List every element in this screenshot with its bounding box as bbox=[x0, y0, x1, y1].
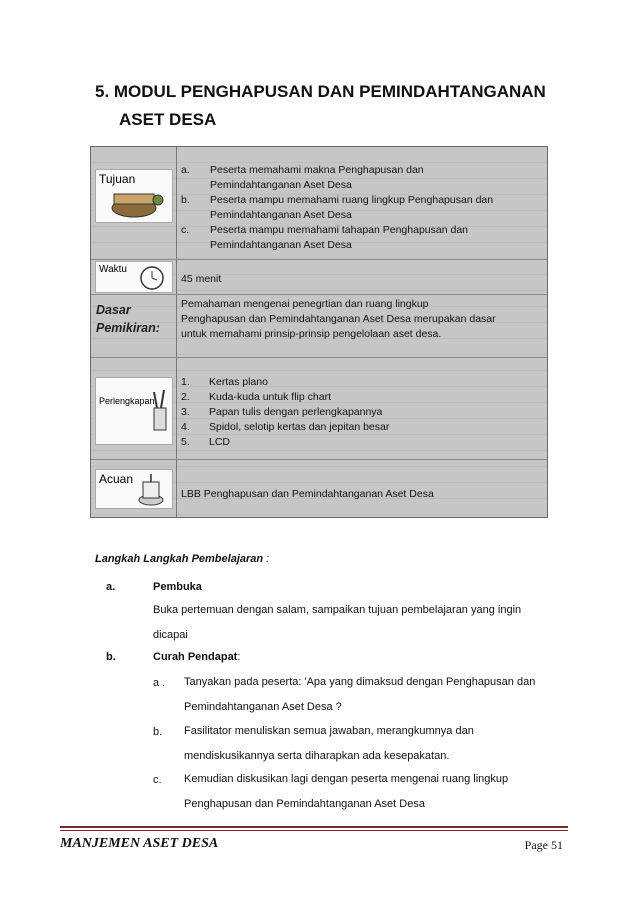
column-divider bbox=[176, 147, 177, 517]
sub-item-marker: b. bbox=[153, 726, 163, 738]
acuan-icon bbox=[95, 469, 173, 509]
sub-item-marker: c. bbox=[153, 774, 162, 786]
module-info-table bbox=[90, 146, 548, 518]
list-item: 5. LCD bbox=[181, 436, 231, 448]
perlengkapan-list bbox=[181, 375, 389, 450]
list-item: 3. Papan tulis dengan perlengkapannya bbox=[181, 406, 383, 418]
tujuan-icon bbox=[95, 169, 173, 223]
list-item: 2. Kuda-kuda untuk flip chart bbox=[181, 391, 331, 403]
tujuan-list bbox=[181, 163, 493, 253]
row-divider bbox=[91, 357, 547, 358]
perlengkapan-icon bbox=[95, 377, 173, 445]
acuan-label: Acuan bbox=[99, 472, 134, 486]
sub-item-marker: a . bbox=[153, 677, 166, 689]
step-a-title: Pembuka bbox=[153, 581, 202, 593]
step-a-text: Buka pertemuan dengan salam, sampaikan tujuan pembelajaran yang ingin dicapai bbox=[153, 604, 522, 641]
perlengkapan-label: Perlengkapan bbox=[99, 396, 155, 406]
list-item: 4. Spidol, selotip kertas dan jepitan besar bbox=[181, 421, 390, 433]
dasar-text: Pemahaman mengenai penegrtian dan ruang lingkup Penghapusan dan Pemindahtanganan Aset Desa merupakan dasar untuk memahami prinsip-prinsip pengelolaan aset desa. bbox=[181, 298, 496, 340]
row-divider bbox=[91, 259, 547, 260]
row-divider bbox=[91, 459, 547, 460]
waktu-icon bbox=[95, 261, 173, 293]
section-heading-cont: ASET DESA bbox=[119, 110, 217, 129]
section-heading: 5. MODUL PENGHAPUSAN DAN PEMINDAHTANGANAN bbox=[95, 82, 546, 101]
tujuan-label: Tujuan bbox=[99, 172, 136, 186]
step-b-letter: b. bbox=[106, 651, 116, 663]
steps-title: Langkah Langkah Pembelajaran : bbox=[95, 553, 270, 565]
list-item: a. Peserta memahami makna Penghapusan dan Pemindahtanganan Aset Desa bbox=[181, 164, 424, 191]
list-item: c. Peserta mampu memahami tahapan Penghapusan dan Pemindahtanganan Aset Desa bbox=[181, 224, 468, 251]
waktu-label: Waktu bbox=[99, 264, 127, 275]
sub-item-text: Tanyakan pada peserta: 'Apa yang dimaksud dengan Penghapusan dan Pemindahtanganan Aset Desa ? bbox=[184, 676, 536, 713]
step-a-letter: a. bbox=[106, 581, 116, 593]
list-item: b. Peserta mampu memahami ruang lingkup Penghapusan dan Pemindahtanganan Aset Desa bbox=[181, 194, 494, 221]
row-divider bbox=[91, 294, 547, 295]
acuan-text: LBB Penghapusan dan Pemindahtanganan Aset Desa bbox=[181, 488, 434, 500]
footer-rule bbox=[60, 826, 568, 828]
footer-rule bbox=[60, 830, 568, 831]
footer-title: MANJEMEN ASET DESA bbox=[60, 836, 219, 851]
page-number: Page 51 bbox=[524, 838, 563, 852]
list-item: 1. Kertas plano bbox=[181, 376, 268, 388]
step-b-title: Curah Pendapat: bbox=[153, 651, 241, 663]
dasar-label: Dasar Pemikiran: bbox=[96, 303, 160, 335]
waktu-value: 45 menit bbox=[181, 273, 222, 285]
sub-item-text: Kemudian diskusikan lagi dengan peserta mengenai ruang lingkup Penghapusan dan Pemindahtanganan Aset Desa bbox=[184, 773, 509, 810]
sub-item-text: Fasilitator menuliskan semua jawaban, merangkumnya dan mendiskusikannya serta diharapkan ada kesepakatan. bbox=[184, 725, 474, 762]
